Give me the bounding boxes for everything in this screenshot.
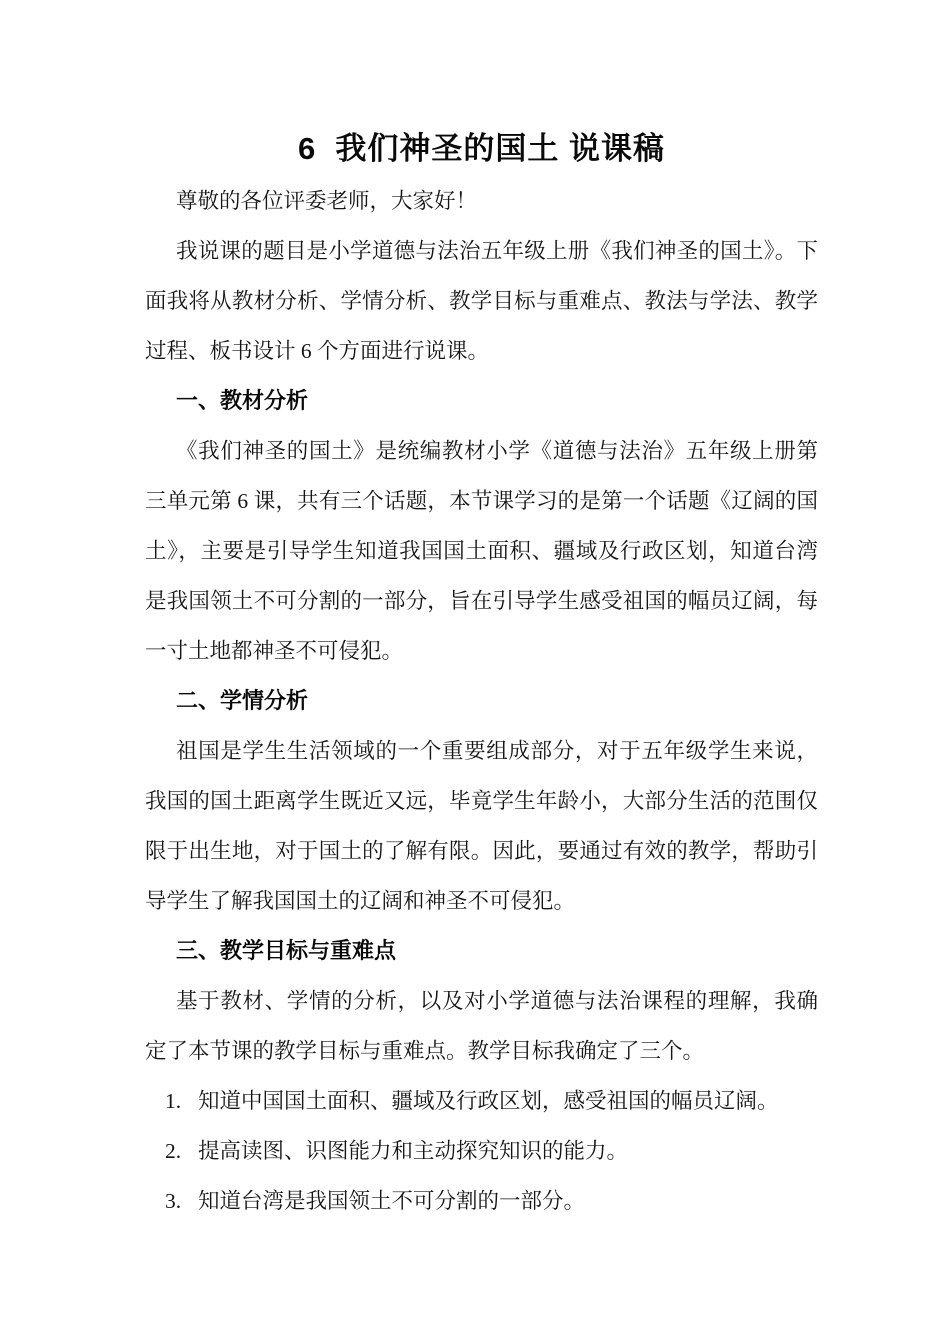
section-heading-textbook-analysis: 一、教材分析 — [176, 388, 309, 413]
paragraph-teaching-goals: 基于教材、学情的分析，以及对小学道德与法治课程的理解，我确定了本节课的教学目标与重难点。教学目标我确定了三个。 — [145, 989, 818, 1063]
goal-number-1: 1. — [165, 1089, 182, 1113]
section-heading-teaching-goals: 三、教学目标与重难点 — [176, 938, 397, 963]
goal-text-1: 知道中国国土面积、疆域及行政区划，感受祖国的幅员辽阔。 — [198, 1089, 779, 1113]
document-title: 6 我们神圣的国土 说课稿 — [297, 131, 666, 166]
paragraph-greeting: 尊敬的各位评委老师，大家好！ — [176, 189, 478, 213]
goal-text-3: 知道台湾是我国领土不可分割的一部分。 — [198, 1189, 586, 1213]
paragraph-textbook-analysis: 《我们神圣的国土》是统编教材小学《道德与法治》五年级上册第三单元第 6 课，共有三个话题，本节课学习的是第一个话题《辽阔的国土》，主要是引导学生知道我国国土面积、疆域及行政区划，知道台湾是我国领土不可分割的一部分，旨在引导学生感受祖国的幅员辽阔，每一寸土地都神圣不可侵犯。 — [145, 439, 818, 663]
goal-number-2: 2. — [165, 1139, 182, 1163]
paragraph-intro: 我说课的题目是小学道德与法治五年级上册《我们神圣的国土》。下面我将从教材分析、学情分析、教学目标与重难点、教法与学法、教学过程、板书设计 6 个方面进行说课。 — [145, 239, 818, 363]
section-heading-learner-analysis: 二、学情分析 — [176, 688, 309, 713]
paragraph-learner-analysis: 祖国是学生生活领域的一个重要组成部分，对于五年级学生来说，我国的国土距离学生既近又远，毕竟学生年龄小，大部分生活的范围仅限于出生地，对于国土的了解有限。因此，要通过有效的教学，帮助引导学生了解我国国土的辽阔和神圣不可侵犯。 — [145, 739, 818, 913]
goal-item-3 — [145, 1176, 818, 1226]
goal-item-2 — [145, 1126, 818, 1176]
goal-number-3: 3. — [165, 1189, 182, 1213]
goal-item-1 — [145, 1076, 818, 1126]
document-body — [145, 176, 818, 1226]
goal-text-2: 提高读图、识图能力和主动探究知识的能力。 — [198, 1139, 629, 1163]
goal-list — [145, 1076, 818, 1226]
